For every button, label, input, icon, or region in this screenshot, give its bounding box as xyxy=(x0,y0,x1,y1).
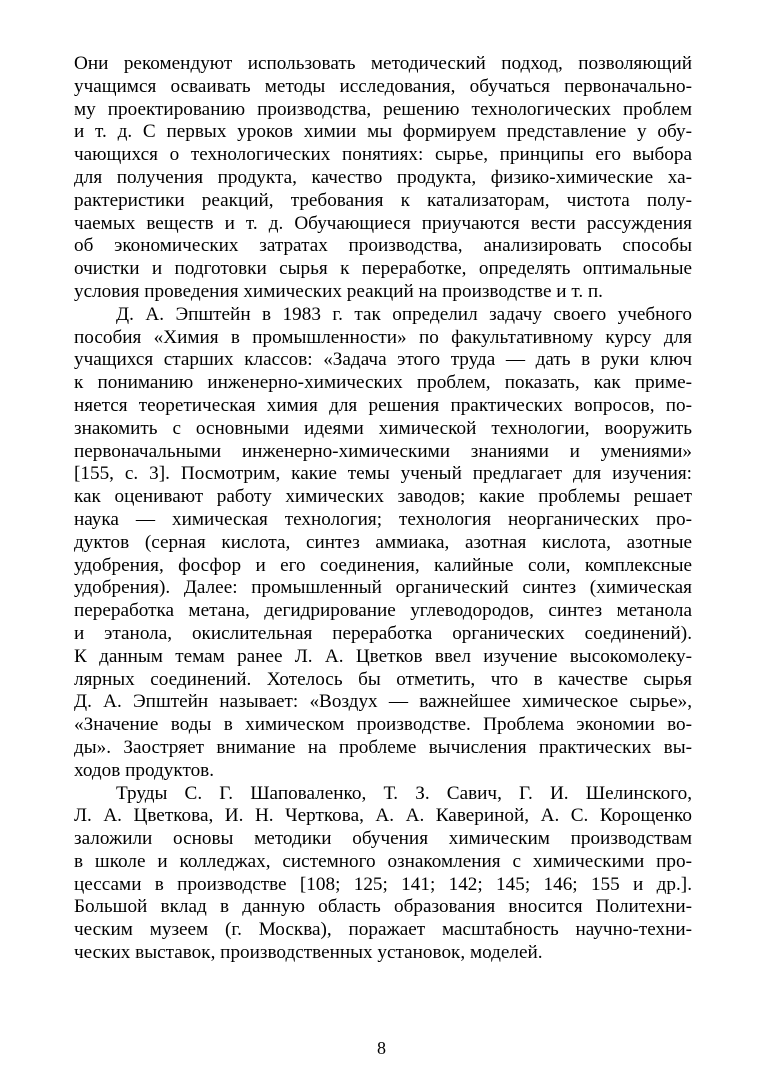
text-line: ходов продуктов. xyxy=(74,759,215,781)
text-line: ческим музеем (г. Москва), поражает масштабность научно-техни- xyxy=(74,919,692,941)
text-line: ды». Заостряет внимание на проблеме вычисления практических вы- xyxy=(74,736,692,758)
text-line: удобрения, фосфор и его соединения, калийные соли, комплексные xyxy=(74,554,692,576)
text-line: чаемых веществ и т. д. Обучающиеся приучаются вести рассуждения xyxy=(74,212,692,234)
text-line: Л. А. Цветкова, И. Н. Черткова, А. А. Кавериной, А. С. Корощенко xyxy=(74,805,692,827)
text-line: рактеристики реакций, требования к катализаторам, чистота полу- xyxy=(74,189,692,211)
text-line: Большой вклад в данную область образования вносится Политехни- xyxy=(74,896,692,918)
text-line: «Значение воды в химическом производстве. Проблема экономии во- xyxy=(74,714,692,736)
text-line: к пониманию инженерно-химических проблем, показать, как приме- xyxy=(74,372,692,394)
text-line: му проектированию производства, решению технологических проблем xyxy=(74,98,692,120)
text-line: первоначальными инженерно-химическими знаниями и умениями» xyxy=(74,440,692,462)
text-line: чающихся о технологических понятиях: сырье, принципы его выбора xyxy=(74,144,692,166)
text-line: ческих выставок, производственных установок, моделей. xyxy=(74,942,543,964)
text-line: удобрения). Далее: промышленный органический синтез (химическая xyxy=(74,577,692,599)
text-line: об экономических затратах производства, анализировать способы xyxy=(74,235,692,257)
text-line: Д. А. Эпштейн в 1983 г. так определил задачу своего учебного xyxy=(116,303,692,325)
text-line: няется теоретическая химия для решения практических вопросов, по- xyxy=(74,394,692,416)
paragraph-1 xyxy=(74,53,692,304)
text-line: [155, с. 3]. Посмотрим, какие темы ученый предлагает для изучения: xyxy=(74,463,692,485)
text-line: учащимся осваивать методы исследования, обучаться первоначально- xyxy=(74,75,692,97)
text-line: очистки и подготовки сырья к переработке, определять оптимальные xyxy=(74,258,692,280)
text-line: К данным темам ранее Л. А. Цветков ввел изучение высокомолеку- xyxy=(74,645,692,667)
page-number: 8 xyxy=(377,1038,386,1058)
paragraph-2 xyxy=(74,304,692,783)
text-line: и этанола, окислительная переработка органических соединений). xyxy=(74,622,692,644)
text-line: заложили основы методики обучения химическим производствам xyxy=(74,828,692,850)
text-line: наука — химическая технология; технология неорганических про- xyxy=(74,508,692,530)
text-line: Д. А. Эпштейн называет: «Воздух — важнейшее химическое сырье», xyxy=(74,691,692,713)
text-line: учащихся старших классов: «Задача этого труда — дать в руки ключ xyxy=(74,349,692,371)
text-line: переработка метана, дегидрирование углеводородов, синтез метанола xyxy=(74,600,692,622)
text-line: лярных соединений. Хотелось бы отметить, что в качестве сырья xyxy=(74,668,692,690)
text-line: и т. д. С первых уроков химии мы формируем представление у обу- xyxy=(74,121,692,143)
text-line: для получения продукта, качество продукта, физико-химические ха- xyxy=(74,166,692,188)
text-line: условия проведения химических реакций на производстве и т. п. xyxy=(74,280,603,302)
page-text-body xyxy=(74,53,692,965)
paragraph-3 xyxy=(74,783,692,965)
text-line: Они рекомендуют использовать методический подход, позволяющий xyxy=(74,53,692,74)
text-line: Труды С. Г. Шаповаленко, Т. З. Савич, Г. И. Шелинского, xyxy=(116,782,692,804)
text-line: дуктов (серная кислота, синтез аммиака, азотная кислота, азотные xyxy=(74,531,692,553)
text-line: цессами в производстве [108; 125; 141; 142; 145; 146; 155 и др.]. xyxy=(74,873,692,895)
text-line: в школе и колледжах, системного ознакомления с химическими про- xyxy=(74,850,692,872)
text-line: знакомить с основными идеями химической технологии, вооружить xyxy=(74,417,692,439)
text-line: пособия «Химия в промышленности» по факультативному курсу для xyxy=(74,326,692,348)
text-line: как оценивают работу химических заводов; какие проблемы решает xyxy=(74,486,692,508)
